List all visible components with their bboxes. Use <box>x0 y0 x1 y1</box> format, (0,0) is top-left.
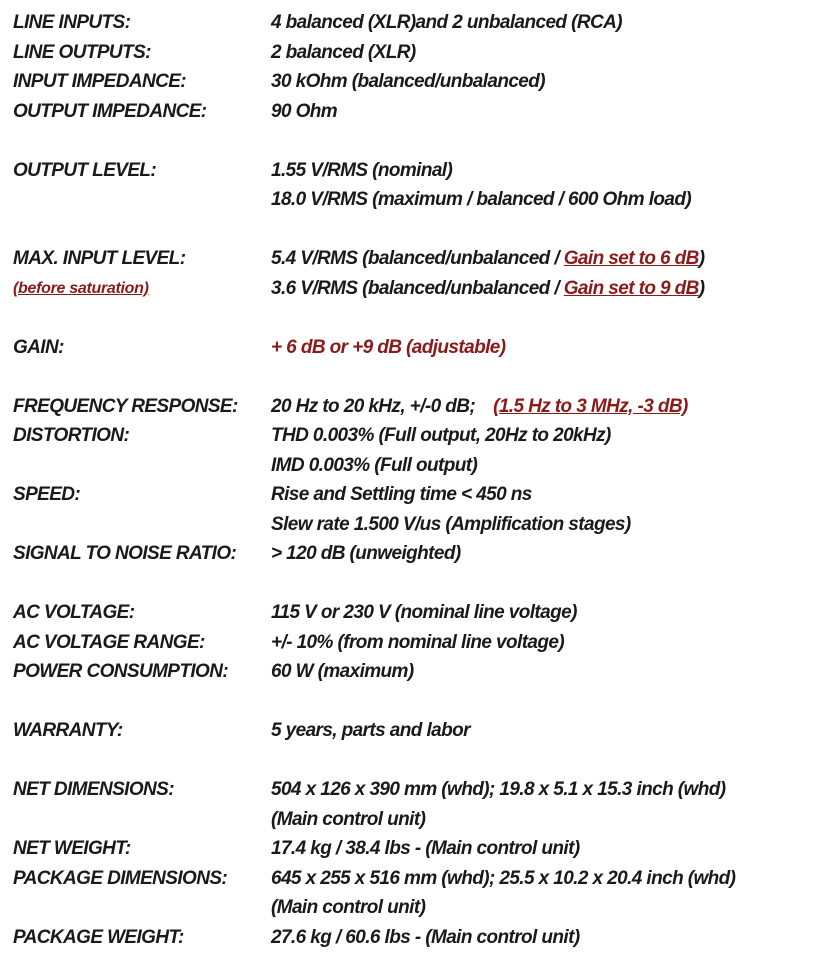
spec-label: NET DIMENSIONS: <box>13 779 174 800</box>
spec-label: INPUT IMPEDANCE: <box>13 71 187 92</box>
spec-label: WARRANTY: <box>13 720 123 741</box>
spacer <box>13 746 819 776</box>
spec-label: AC VOLTAGE: <box>13 602 135 623</box>
spec-value: Slew rate 1.500 V/us (Amplification stages) <box>271 513 631 535</box>
spec-label: NET WEIGHT: <box>13 838 131 859</box>
spacer <box>13 215 819 245</box>
gain-6db-link[interactable]: Gain set to 6 dB <box>563 248 699 269</box>
spec-value <box>271 244 705 274</box>
spec-value-text: 20 Hz to 20 kHz, +/-0 dB; <box>271 395 476 417</box>
spec-value: 90 Ohm <box>271 100 338 122</box>
spec-row-snr <box>13 539 819 569</box>
spec-value: 5 years, parts and labor <box>271 720 470 741</box>
spacer <box>13 362 819 392</box>
spec-value: 27.6 kg / 60.6 lbs - (Main control unit) <box>271 926 580 948</box>
spec-label: FREQUENCY RESPONSE: <box>13 395 238 417</box>
spec-value: (Main control unit) <box>271 897 426 918</box>
spec-row-line-inputs <box>13 8 819 38</box>
spec-row-package-dimensions <box>13 864 819 894</box>
spec-label: GAIN: <box>13 336 64 358</box>
spec-value-text: 5.4 V/RMS (balanced/unbalanced / <box>271 248 560 269</box>
spacer <box>13 569 819 599</box>
spec-value: 115 V or 230 V (nominal line voltage) <box>271 602 577 623</box>
spec-label: SPEED: <box>13 484 81 505</box>
spec-row-output-level-cont <box>13 185 819 215</box>
before-saturation-note: (before saturation) <box>13 279 149 297</box>
spec-row-output-impedance <box>13 97 819 127</box>
spec-row-distortion-cont <box>13 451 819 481</box>
spec-value: 17.4 kg / 38.4 lbs - (Main control unit) <box>271 838 580 859</box>
spec-label: MAX. INPUT LEVEL: <box>13 248 186 269</box>
spec-row-ac-voltage <box>13 598 819 628</box>
gain-value: + 6 dB or +9 dB (adjustable) <box>271 336 506 358</box>
spec-value: 645 x 255 x 516 mm (whd); 25.5 x 10.2 x 20.4 inch (whd) <box>271 867 736 889</box>
spec-value: +/- 10% (from nominal line voltage) <box>271 631 565 653</box>
spec-value: THD 0.003% (Full output, 20Hz to 20kHz) <box>271 425 611 446</box>
spec-row-power-consumption <box>13 657 819 687</box>
spec-row-net-weight <box>13 834 819 864</box>
spec-label: PACKAGE WEIGHT: <box>13 926 184 948</box>
spacer <box>13 687 819 717</box>
spec-sheet <box>13 8 819 952</box>
spec-label: OUTPUT LEVEL: <box>13 159 157 181</box>
spec-value: 4 balanced (XLR)and 2 unbalanced (RCA) <box>271 12 622 33</box>
spec-row-speed-cont <box>13 510 819 540</box>
spec-value: IMD 0.003% (Full output) <box>271 454 478 476</box>
spec-value: 60 W (maximum) <box>271 661 414 682</box>
spec-row-speed <box>13 480 819 510</box>
spec-row-input-impedance <box>13 67 819 97</box>
spec-row-max-input-level-cont <box>13 274 819 304</box>
spec-value: 2 balanced (XLR) <box>271 41 416 63</box>
spec-row-package-weight <box>13 923 819 953</box>
spec-row-net-dimensions-cont <box>13 805 819 835</box>
spec-row-max-input-level <box>13 244 819 274</box>
spec-value <box>271 392 688 422</box>
spec-label: PACKAGE DIMENSIONS: <box>13 867 228 889</box>
spec-value: > 120 dB (unweighted) <box>271 543 461 564</box>
spec-label: OUTPUT IMPEDANCE: <box>13 100 207 122</box>
spec-row-ac-voltage-range <box>13 628 819 658</box>
spec-value-close: ) <box>698 277 705 299</box>
spec-value: (Main control unit) <box>271 808 426 830</box>
spec-label: LINE INPUTS: <box>13 12 131 33</box>
spec-label: SIGNAL TO NOISE RATIO: <box>13 543 237 564</box>
spec-value: 504 x 126 x 390 mm (whd); 19.8 x 5.1 x 15.3 inch (whd) <box>271 779 726 800</box>
spec-value-text: 3.6 V/RMS (balanced/unbalanced / <box>271 277 560 299</box>
frequency-extended-link[interactable]: (1.5 Hz to 3 MHz, -3 dB) <box>493 395 688 417</box>
spec-value: Rise and Settling time < 450 ns <box>271 484 532 505</box>
spec-row-package-dimensions-cont <box>13 893 819 923</box>
spec-row-distortion <box>13 421 819 451</box>
spec-value <box>271 274 705 304</box>
spec-label: LINE OUTPUTS: <box>13 41 151 63</box>
spec-row-line-outputs <box>13 38 819 68</box>
spec-value-close: ) <box>698 248 705 269</box>
spec-row-output-level <box>13 156 819 186</box>
spec-row-warranty <box>13 716 819 746</box>
spec-label: DISTORTION: <box>13 425 130 446</box>
gain-9db-link[interactable]: Gain set to 9 dB <box>563 277 699 299</box>
spec-label: AC VOLTAGE RANGE: <box>13 631 205 653</box>
spacer <box>13 303 819 333</box>
spec-row-gain <box>13 333 819 363</box>
spec-row-net-dimensions <box>13 775 819 805</box>
spec-value: 18.0 V/RMS (maximum / balanced / 600 Ohm load) <box>271 189 692 210</box>
spec-row-frequency-response <box>13 392 819 422</box>
spec-value: 1.55 V/RMS (nominal) <box>271 159 453 181</box>
spacer <box>13 126 819 156</box>
spec-value: 30 kOhm (balanced/unbalanced) <box>271 71 546 92</box>
spec-label: POWER CONSUMPTION: <box>13 661 229 682</box>
